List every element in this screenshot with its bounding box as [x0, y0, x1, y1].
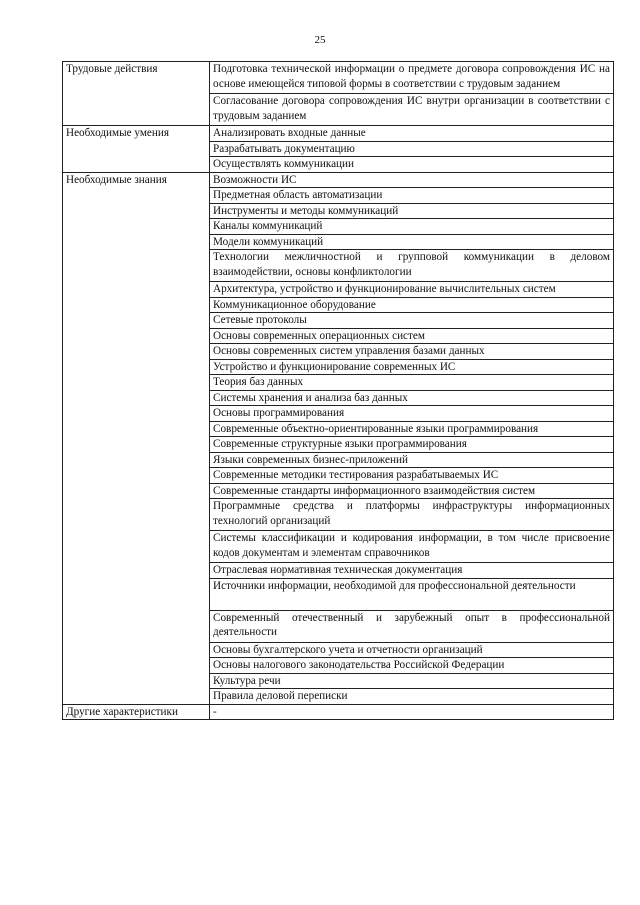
knowledge-item: Архитектура, устройство и функционирование вычислительных систем — [210, 282, 614, 298]
characteristics-table — [62, 61, 614, 720]
knowledge-item: Технологии межличностной и групповой коммуникации в деловом взаимодействии, основы конфликтологии — [210, 250, 614, 282]
knowledge-item: Современные объектно-ориентированные языки программирования — [210, 421, 614, 437]
knowledge-item: Основы бухгалтерского учета и отчетности организаций — [210, 642, 614, 658]
knowledge-item: Источники информации, необходимой для профессиональной деятельности — [210, 578, 614, 610]
knowledge-item: Основы программирования — [210, 406, 614, 422]
knowledge-item: Языки современных бизнес-приложений — [210, 452, 614, 468]
skill-item: Осуществлять коммуникации — [210, 157, 614, 173]
knowledge-item: Отраслевая нормативная техническая документация — [210, 563, 614, 579]
knowledge-item: Предметная область автоматизации — [210, 188, 614, 204]
skill-item: Разрабатывать документацию — [210, 141, 614, 157]
knowledge-item: Каналы коммуникаций — [210, 219, 614, 235]
section-label-required-knowledge: Необходимые знания — [63, 172, 210, 704]
knowledge-item: Культура речи — [210, 673, 614, 689]
knowledge-item: Правила деловой переписки — [210, 689, 614, 705]
knowledge-item: Современные методики тестирования разрабатываемых ИС — [210, 468, 614, 484]
labor-action-item: Согласование договора сопровождения ИС внутри организации в соответствии с трудовым заданием — [210, 94, 614, 126]
knowledge-item: Основы современных систем управления базами данных — [210, 344, 614, 360]
knowledge-item: Основы современных операционных систем — [210, 328, 614, 344]
knowledge-item: Основы налогового законодательства Российской Федерации — [210, 658, 614, 674]
knowledge-item: Современные структурные языки программирования — [210, 437, 614, 453]
knowledge-item: Системы хранения и анализа баз данных — [210, 390, 614, 406]
knowledge-item: Инструменты и методы коммуникаций — [210, 203, 614, 219]
knowledge-item: Модели коммуникаций — [210, 234, 614, 250]
labor-action-item: Подготовка технической информации о предмете договора сопровождения ИС на основе имеющейся типовой формы в соответствии с трудовым заданием — [210, 62, 614, 94]
section-label-other-characteristics: Другие характеристики — [63, 704, 210, 720]
knowledge-item: Коммуникационное оборудование — [210, 297, 614, 313]
skill-item: Анализировать входные данные — [210, 126, 614, 142]
knowledge-item: Теория баз данных — [210, 375, 614, 391]
knowledge-item: Программные средства и платформы инфраструктуры информационных технологий организаций — [210, 499, 614, 531]
page-number: 25 — [314, 34, 326, 46]
knowledge-item: Современный отечественный и зарубежный опыт в профессиональной деятельности — [210, 610, 614, 642]
knowledge-item: Современные стандарты информационного взаимодействия систем — [210, 483, 614, 499]
knowledge-item: Устройство и функционирование современных ИС — [210, 359, 614, 375]
knowledge-item: Возможности ИС — [210, 172, 614, 188]
knowledge-item: Сетевые протоколы — [210, 313, 614, 329]
section-label-required-skills: Необходимые умения — [63, 126, 210, 173]
section-label-labor-actions: Трудовые действия — [63, 62, 210, 126]
knowledge-item: Системы классификации и кодирования информации, в том числе присвоение кодов документам и элементам справочников — [210, 531, 614, 563]
other-characteristic-item: - — [210, 704, 614, 720]
